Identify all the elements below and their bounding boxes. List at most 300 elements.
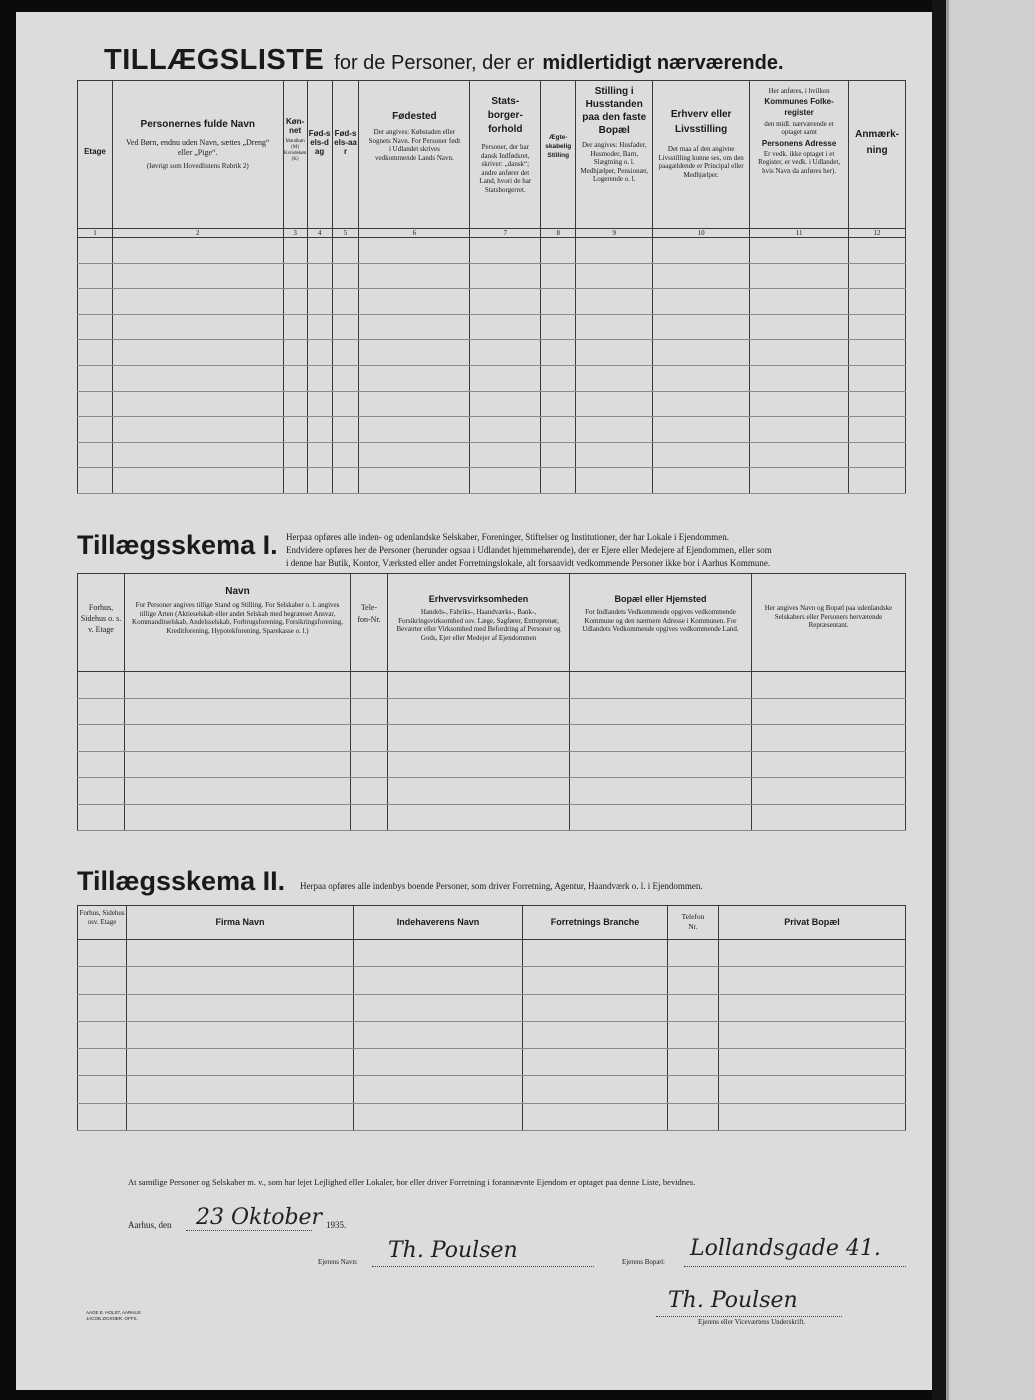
table-cell[interactable] <box>719 1049 906 1076</box>
table-row[interactable] <box>78 672 906 699</box>
table-row[interactable] <box>78 1076 906 1103</box>
table-cell[interactable] <box>127 1049 354 1076</box>
table-cell[interactable] <box>570 751 752 778</box>
col-birthyear-title: Fød-sels-aar <box>334 129 357 156</box>
table-cell[interactable] <box>78 751 125 778</box>
table-cell[interactable] <box>750 263 849 289</box>
table-cell[interactable] <box>332 340 359 366</box>
s1-col-name-title: Navn <box>225 586 250 597</box>
table-cell[interactable] <box>523 994 668 1021</box>
table-row[interactable] <box>78 340 906 366</box>
page-title <box>104 44 904 77</box>
table-cell[interactable] <box>668 994 719 1021</box>
table-cell[interactable] <box>127 967 354 994</box>
table-cell[interactable] <box>541 289 576 315</box>
table-row[interactable] <box>78 994 906 1021</box>
table-cell[interactable] <box>127 1076 354 1103</box>
table-cell[interactable] <box>359 365 470 391</box>
table-cell[interactable] <box>78 289 113 315</box>
col-register-sub2: Er vedk. ikke optaget i et Register, er vedk. i Udlandet, hvis Navn da anføres her). <box>758 149 841 175</box>
table-cell[interactable] <box>332 289 359 315</box>
table-cell[interactable] <box>307 263 332 289</box>
table-cell[interactable] <box>653 289 750 315</box>
table-cell[interactable] <box>125 751 351 778</box>
table-cell[interactable] <box>752 751 906 778</box>
col-num: 12 <box>849 229 906 238</box>
owner-name-signature: Th. Poulsen <box>388 1238 518 1263</box>
table-row[interactable] <box>78 468 906 494</box>
table-cell[interactable] <box>750 417 849 443</box>
table-cell[interactable] <box>359 289 470 315</box>
table-cell[interactable] <box>388 751 570 778</box>
table-cell[interactable] <box>750 442 849 468</box>
footer-city: Aarhus, den <box>128 1220 172 1230</box>
col-num: 8 <box>541 229 576 238</box>
table-cell[interactable] <box>388 672 570 699</box>
table-cell[interactable] <box>307 417 332 443</box>
table-cell[interactable] <box>388 804 570 831</box>
signature-label: Ejerens eller Viceværtens Underskrift. <box>698 1318 806 1326</box>
table-cell[interactable] <box>541 314 576 340</box>
table-cell[interactable] <box>78 698 125 725</box>
table-cell[interactable] <box>750 391 849 417</box>
skema1-rows <box>78 672 906 831</box>
owner-signature: Th. Poulsen <box>668 1288 798 1313</box>
table-cell[interactable] <box>653 468 750 494</box>
table-cell[interactable] <box>112 468 283 494</box>
table-cell[interactable] <box>653 417 750 443</box>
skema1-intro-line1: Herpaa opføres alle inden- og udenlandske Selskaber, Foreninger, Stiftelser og Institutioner, der har Lokale i Ejendommen. <box>286 532 730 542</box>
skema1-table <box>77 573 906 831</box>
table-row[interactable] <box>78 778 906 805</box>
table-cell[interactable] <box>523 1049 668 1076</box>
table-cell[interactable] <box>351 698 388 725</box>
table-cell[interactable] <box>112 314 283 340</box>
table-cell[interactable] <box>668 1076 719 1103</box>
table-cell[interactable] <box>719 967 906 994</box>
table-cell[interactable] <box>125 778 351 805</box>
table-cell[interactable] <box>332 263 359 289</box>
table-cell[interactable] <box>523 1076 668 1103</box>
table-row[interactable] <box>78 698 906 725</box>
table-cell[interactable] <box>849 442 906 468</box>
table-cell[interactable] <box>388 778 570 805</box>
table-cell[interactable] <box>752 672 906 699</box>
table-cell[interactable] <box>668 1021 719 1048</box>
table-cell[interactable] <box>78 314 113 340</box>
table-cell[interactable] <box>653 238 750 264</box>
table-cell[interactable] <box>576 391 653 417</box>
col-name-note: (Iøvrigt som Hovedlistens Rubrik 2) <box>146 162 249 170</box>
table-cell[interactable] <box>78 1049 127 1076</box>
table-cell[interactable] <box>576 417 653 443</box>
table-cell[interactable] <box>332 365 359 391</box>
col-citizenship-sub: Personer, der har dansk Indfødsret, skriver: „dansk“; andre anfører det Land, hvori de har Statsborgerret. <box>479 143 532 194</box>
table-cell[interactable] <box>283 417 307 443</box>
table-row[interactable] <box>78 725 906 752</box>
col-register-title2: Personens Adresse <box>761 138 837 148</box>
table-cell[interactable] <box>78 391 113 417</box>
footer-year: 1935. <box>326 1220 347 1230</box>
table-row[interactable] <box>78 238 906 264</box>
table-cell[interactable] <box>112 391 283 417</box>
table-cell[interactable] <box>307 391 332 417</box>
table-row[interactable] <box>78 804 906 831</box>
table-cell[interactable] <box>470 468 541 494</box>
table-cell[interactable] <box>307 468 332 494</box>
table-cell[interactable] <box>112 442 283 468</box>
table-cell[interactable] <box>112 417 283 443</box>
col-num: 11 <box>750 229 849 238</box>
col-register-title: Kommunes Folke-register <box>764 96 834 117</box>
table-row[interactable] <box>78 1103 906 1130</box>
skema1-intro-line3: i denne har Butik, Kontor, Værksted eller andet Forretningslokale, alt forsaavidt vedkommende Personer ikke bor i Aarhus Kommune. <box>286 558 771 568</box>
table-cell[interactable] <box>576 468 653 494</box>
skema2-intro: Herpaa opføres alle indenbys boende Personer, som driver Forretning, Agentur, Haandværk o. l. i Ejendommen. <box>300 881 703 891</box>
col-household-sub: Der angives: Husfader, Husmoder, Barn, Slægtning o. l. Medhjælper, Pensionær, Logerende o. l. <box>580 141 649 183</box>
table-row[interactable] <box>78 365 906 391</box>
table-cell[interactable] <box>719 1021 906 1048</box>
col-etage-title: Etage <box>84 147 106 156</box>
table-cell[interactable] <box>541 365 576 391</box>
table-cell[interactable] <box>849 314 906 340</box>
table-row[interactable] <box>78 442 906 468</box>
table-cell[interactable] <box>576 289 653 315</box>
skema2-rows <box>78 940 906 1131</box>
table-cell[interactable] <box>127 1021 354 1048</box>
table-cell[interactable] <box>112 263 283 289</box>
table-cell[interactable] <box>541 417 576 443</box>
title-main: TILLÆGSLISTE <box>104 44 325 76</box>
table-cell[interactable] <box>332 238 359 264</box>
table-cell[interactable] <box>752 804 906 831</box>
table-cell[interactable] <box>354 1021 523 1048</box>
table-cell[interactable] <box>125 725 351 752</box>
table-cell[interactable] <box>523 1021 668 1048</box>
table-cell[interactable] <box>653 365 750 391</box>
table-cell[interactable] <box>307 238 332 264</box>
table-cell[interactable] <box>388 725 570 752</box>
s1-col-name-sub: For Personer angives tillige Stand og Stilling. For Selskaber o. l. angives tillige Arten (Aktieselskab eller andet Selskab med begrænset Ansvar, Kommanditselskab, Andelsselskab, Forbrugsforening, Forsikringsforening, Kreditforening, Hypotekforening, Sparekasse o. l.) <box>132 601 343 635</box>
skema2-heading: Tillægsskema II. <box>77 866 286 896</box>
table-cell[interactable] <box>332 314 359 340</box>
table-row[interactable] <box>78 1049 906 1076</box>
table-cell[interactable] <box>359 263 470 289</box>
table-cell[interactable] <box>351 778 388 805</box>
table-cell[interactable] <box>359 391 470 417</box>
table-row[interactable] <box>78 314 906 340</box>
table-cell[interactable] <box>668 1103 719 1130</box>
table-cell[interactable] <box>283 238 307 264</box>
s1-col-phone: Tele-fon-Nr. <box>357 603 381 624</box>
s1-col-floor: Forhus, Sidehus o. s. v. Etage <box>80 603 122 634</box>
table-cell[interactable] <box>78 725 125 752</box>
table-cell[interactable] <box>78 1021 127 1048</box>
skema1-heading: Tillægsskema I. <box>77 530 278 560</box>
table-cell[interactable] <box>668 967 719 994</box>
table-cell[interactable] <box>359 468 470 494</box>
book-spine <box>932 0 946 1400</box>
col-num: 2 <box>112 229 283 238</box>
table-cell[interactable] <box>307 340 332 366</box>
table-row[interactable] <box>78 289 906 315</box>
table-cell[interactable] <box>283 442 307 468</box>
table-cell[interactable] <box>78 778 125 805</box>
col-num: 10 <box>653 229 750 238</box>
table-cell[interactable] <box>359 340 470 366</box>
s2-col-address: Privat Bopæl <box>784 917 840 927</box>
table-cell[interactable] <box>307 314 332 340</box>
table-cell[interactable] <box>570 672 752 699</box>
table-cell[interactable] <box>125 804 351 831</box>
table-cell[interactable] <box>849 417 906 443</box>
table-cell[interactable] <box>332 391 359 417</box>
table-cell[interactable] <box>354 994 523 1021</box>
table-cell[interactable] <box>112 340 283 366</box>
footer-statement: At samtlige Personer og Selskaber m. v., som har lejet Lejlighed eller Lokaler, bor eller driver Forretning i forannævnte Ejendom er optaget paa denne Liste, bevidnes. <box>128 1177 696 1187</box>
table-cell[interactable] <box>719 1103 906 1130</box>
table-cell[interactable] <box>78 238 113 264</box>
table-cell[interactable] <box>78 967 127 994</box>
table-cell[interactable] <box>354 1076 523 1103</box>
s2-col-firm: Firma Navn <box>215 917 265 927</box>
table-cell[interactable] <box>750 314 849 340</box>
table-cell[interactable] <box>541 468 576 494</box>
owner-address-label: Ejerens Bopæl: <box>622 1258 665 1266</box>
table-cell[interactable] <box>332 468 359 494</box>
col-marital-title: Ægte-skabelig Stilling <box>545 134 572 159</box>
col-num: 9 <box>576 229 653 238</box>
table-cell[interactable] <box>750 468 849 494</box>
table-cell[interactable] <box>849 391 906 417</box>
table-cell[interactable] <box>849 289 906 315</box>
table-cell[interactable] <box>78 1103 127 1130</box>
table-cell[interactable] <box>523 1103 668 1130</box>
table-cell[interactable] <box>668 940 719 967</box>
table-cell[interactable] <box>576 340 653 366</box>
table-cell[interactable] <box>78 994 127 1021</box>
table-cell[interactable] <box>470 289 541 315</box>
table-cell[interactable] <box>653 340 750 366</box>
handwritten-date: 23 Oktober <box>196 1205 323 1230</box>
main-table <box>77 80 906 494</box>
col-birthplace-title: Fødested <box>392 111 437 122</box>
table-cell[interactable] <box>752 698 906 725</box>
table-cell[interactable] <box>351 751 388 778</box>
table-cell[interactable] <box>523 967 668 994</box>
table-cell[interactable] <box>354 1049 523 1076</box>
table-cell[interactable] <box>576 238 653 264</box>
title-middle: for de Personer, der er <box>334 52 535 74</box>
table-cell[interactable] <box>78 365 113 391</box>
title-end: midlertidigt nærværende. <box>542 52 784 74</box>
table-cell[interactable] <box>470 365 541 391</box>
table-cell[interactable] <box>541 263 576 289</box>
table-cell[interactable] <box>750 340 849 366</box>
col-remarks-title: Anmærk-ning <box>855 129 899 156</box>
table-cell[interactable] <box>470 442 541 468</box>
col-sex-title: Køn-net <box>286 117 305 135</box>
table-cell[interactable] <box>541 391 576 417</box>
table-cell[interactable] <box>849 238 906 264</box>
table-cell[interactable] <box>570 698 752 725</box>
table-cell[interactable] <box>359 417 470 443</box>
table-cell[interactable] <box>523 940 668 967</box>
table-cell[interactable] <box>719 1076 906 1103</box>
table-cell[interactable] <box>354 1103 523 1130</box>
table-row[interactable] <box>78 391 906 417</box>
table-cell[interactable] <box>78 442 113 468</box>
table-row[interactable] <box>78 940 906 967</box>
table-cell[interactable] <box>78 340 113 366</box>
table-cell[interactable] <box>78 804 125 831</box>
table-cell[interactable] <box>470 263 541 289</box>
skema2-table <box>77 905 906 1131</box>
table-cell[interactable] <box>359 314 470 340</box>
table-cell[interactable] <box>283 289 307 315</box>
next-page-edge <box>946 0 1035 1400</box>
table-cell[interactable] <box>125 698 351 725</box>
table-cell[interactable] <box>653 391 750 417</box>
table-row[interactable] <box>78 263 906 289</box>
table-cell[interactable] <box>78 417 113 443</box>
table-cell[interactable] <box>570 778 752 805</box>
table-row[interactable] <box>78 1021 906 1048</box>
table-cell[interactable] <box>112 289 283 315</box>
s1-col-representative: Her angives Navn og Bopæl paa udenlandske Selskabers eller Personers herværende Repræsentant. <box>764 604 893 629</box>
col-num: 7 <box>470 229 541 238</box>
table-cell[interactable] <box>541 238 576 264</box>
table-row[interactable] <box>78 417 906 443</box>
table-cell[interactable] <box>307 289 332 315</box>
table-cell[interactable] <box>127 994 354 1021</box>
table-cell[interactable] <box>351 804 388 831</box>
main-table-rows <box>78 238 906 494</box>
owner-name-label: Ejerens Navn: <box>318 1258 358 1266</box>
table-cell[interactable] <box>332 442 359 468</box>
table-cell[interactable] <box>653 263 750 289</box>
table-cell[interactable] <box>470 238 541 264</box>
table-cell[interactable] <box>576 314 653 340</box>
table-cell[interactable] <box>125 672 351 699</box>
table-cell[interactable] <box>653 314 750 340</box>
table-cell[interactable] <box>332 417 359 443</box>
s2-col-branch: Forretnings Branche <box>550 917 640 927</box>
skema1-intro-line2: Endvidere opføres her de Personer (herunder ogsaa i Udlandet hjemmehørende), der er Ejere eller Medejere af Ejendommen, eller som <box>286 545 772 555</box>
table-cell[interactable] <box>719 940 906 967</box>
table-cell[interactable] <box>127 940 354 967</box>
table-cell[interactable] <box>570 725 752 752</box>
skema1-intro <box>286 531 906 570</box>
col-household-title: Stilling i Husstanden paa den faste Bopæl <box>582 86 647 136</box>
table-row[interactable] <box>78 967 906 994</box>
s1-col-residence-title: Bopæl eller Hjemsted <box>614 594 707 604</box>
table-cell[interactable] <box>112 365 283 391</box>
col-name-sub: Ved Børn, endnu uden Navn, sættes „Dreng“ eller „Pige“. <box>126 138 270 157</box>
table-cell[interactable] <box>283 340 307 366</box>
table-cell[interactable] <box>359 442 470 468</box>
s1-col-business-sub: Handels-, Fabriks-, Haandværks-, Bank-, Forsikringsvirksomhed osv. Læge, Sagfører, Entreprenør, Beværter eller Virksomhed med Befordring af Personer og Gods, Ejer eller Medejer af Ejendommen <box>396 608 561 642</box>
table-cell[interactable] <box>307 442 332 468</box>
table-cell[interactable] <box>354 967 523 994</box>
table-cell[interactable] <box>653 442 750 468</box>
table-cell[interactable] <box>78 468 113 494</box>
col-num: 6 <box>359 229 470 238</box>
s2-col-floor: Forhus, Sidehus osv. Etage <box>79 909 125 926</box>
s2-col-owner: Indehaverens Navn <box>396 917 480 927</box>
col-citizenship-title: Stats-borger-forhold <box>487 96 523 135</box>
col-sex-sub: Mandkøn (M) Kvindekøn (K) <box>284 139 307 162</box>
col-num: 1 <box>78 229 113 238</box>
table-cell[interactable] <box>541 442 576 468</box>
table-cell[interactable] <box>78 940 127 967</box>
table-cell[interactable] <box>668 1049 719 1076</box>
table-cell[interactable] <box>283 263 307 289</box>
table-cell[interactable] <box>78 672 125 699</box>
col-num: 5 <box>332 229 359 238</box>
col-occupation-sub: Det maa af den angivne Livsstilling kunne ses, om den paagældende er Principal eller Medhjælper. <box>658 145 744 179</box>
table-cell[interactable] <box>78 263 113 289</box>
table-cell[interactable] <box>307 365 332 391</box>
s1-col-business-title: Erhvervsvirksomheden <box>428 594 529 604</box>
table-cell[interactable] <box>752 778 906 805</box>
table-cell[interactable] <box>283 365 307 391</box>
col-occupation-title: Erhverv eller Livsstilling <box>670 109 732 135</box>
table-cell[interactable] <box>112 238 283 264</box>
table-cell[interactable] <box>750 365 849 391</box>
table-cell[interactable] <box>576 263 653 289</box>
table-cell[interactable] <box>351 725 388 752</box>
table-cell[interactable] <box>283 391 307 417</box>
s1-col-residence-sub: For Indlandets Vedkommende opgives vedkommende Kommune og den nærmere Adresse i Kommunen. For Udlandets Vedkommende opgives vedkommende Land. <box>582 608 739 633</box>
table-cell[interactable] <box>750 238 849 264</box>
table-cell[interactable] <box>849 263 906 289</box>
table-row[interactable] <box>78 751 906 778</box>
col-name-title: Personernes fulde Navn <box>140 119 256 130</box>
table-cell[interactable] <box>849 365 906 391</box>
table-cell[interactable] <box>470 314 541 340</box>
s2-col-phone: Telefon Nr. <box>681 912 705 931</box>
table-cell[interactable] <box>388 698 570 725</box>
table-cell[interactable] <box>750 289 849 315</box>
table-cell[interactable] <box>752 725 906 752</box>
table-cell[interactable] <box>351 672 388 699</box>
table-cell[interactable] <box>470 391 541 417</box>
table-cell[interactable] <box>570 804 752 831</box>
table-cell[interactable] <box>283 314 307 340</box>
table-cell[interactable] <box>283 468 307 494</box>
printer-mark: AAGE E. HOLST, AARHUS JACOB ZICKNER, OFFS. <box>86 1310 141 1321</box>
table-cell[interactable] <box>78 1076 127 1103</box>
table-cell[interactable] <box>719 994 906 1021</box>
owner-address-handwritten: Lollandsgade 41. <box>690 1236 881 1261</box>
table-cell[interactable] <box>541 340 576 366</box>
table-cell[interactable] <box>576 365 653 391</box>
col-num: 4 <box>307 229 332 238</box>
col-birthplace-sub: Der angives: Købstaden eller Sognets Navn. For Personer født i Udlandet skrives vedkommende Lands Navn. <box>368 128 461 162</box>
col-num: 3 <box>283 229 307 238</box>
table-cell[interactable] <box>849 468 906 494</box>
col-register-pre: Her anføres, i hvilken <box>768 87 830 95</box>
table-cell[interactable] <box>849 340 906 366</box>
table-cell[interactable] <box>127 1103 354 1130</box>
table-cell[interactable] <box>470 417 541 443</box>
table-cell[interactable] <box>354 940 523 967</box>
table-cell[interactable] <box>576 442 653 468</box>
table-cell[interactable] <box>359 238 470 264</box>
table-cell[interactable] <box>470 340 541 366</box>
col-register-sub: den midl. nærværende er optaget samt <box>764 119 834 136</box>
